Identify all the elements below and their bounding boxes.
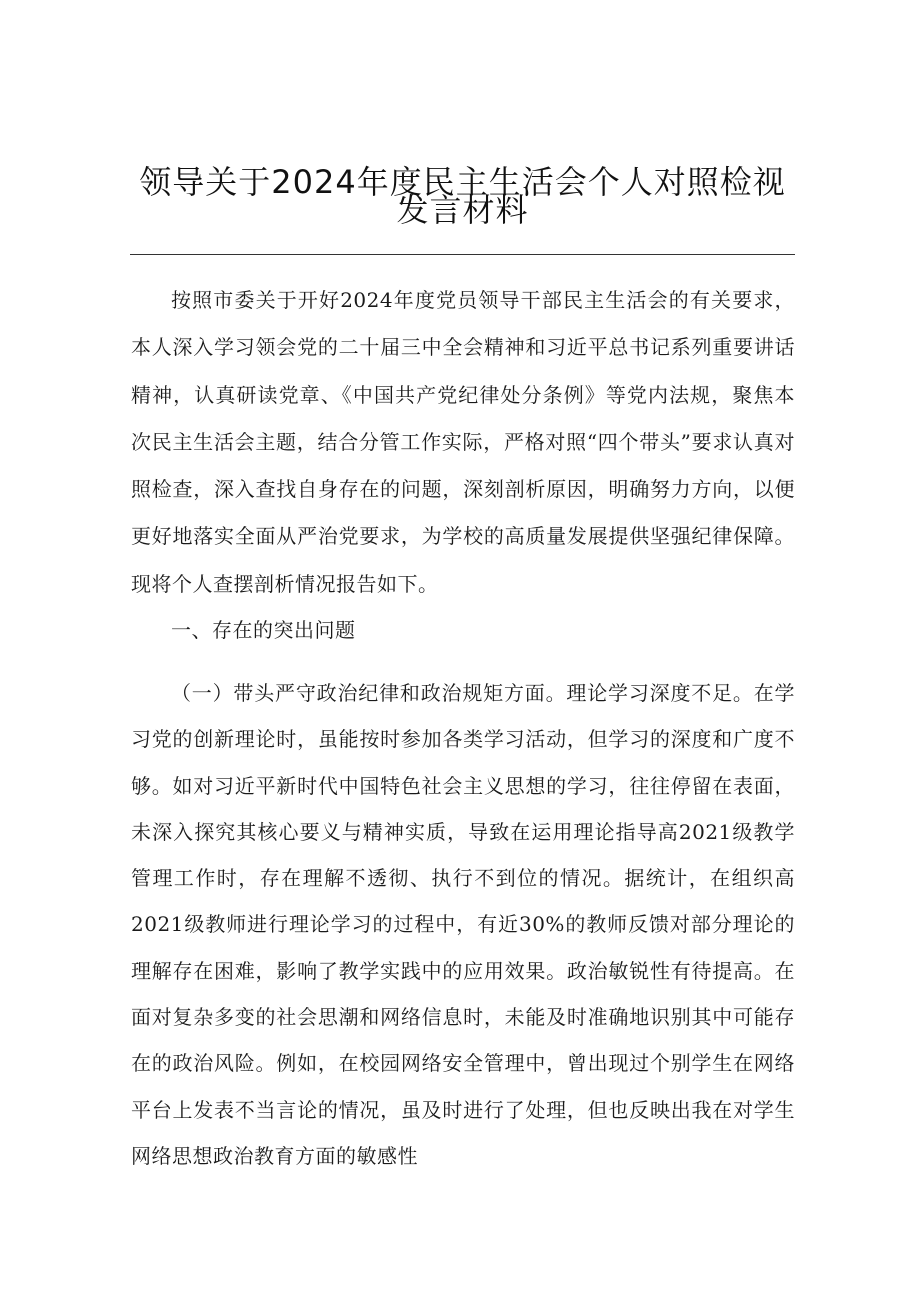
title-divider [130,254,795,255]
document-title-line-2: 发言材料 [396,191,529,229]
section-heading: 一、存在的突出问题 [171,618,356,642]
subsection-paragraph: （一）带头严守政治纪律和政治规矩方面。理论学习深度不足。在学习党的创新理论时，虽能按时参加各类学习活动，但学习的深度和广度不够。如对习近平新时代中国特色社会主义思想的学习，往往停留在表面，未深入探究其核心要义与精神实质，导致在运用理论指导高2021级教学管理工作时，存在理解不透彻、执行不到位的情况。据统计，在组织高2021级教师进行理论学习的过程中，有近30%的教师反馈对部分理论的理解存在困难，影响了教学实践中的应用效果。政治敏锐性有待提高。在面对复杂多变的社会思潮和网络信息时，未能及时准确地识别其中可能存在的政治风险。例如，在校园网络安全管理中，曾出现过个别学生在网络平台上发表不当言论的情况，虽及时进行了处理，但也反映出我在对学生网络思想政治教育方面的敏感性 [131,681,795,1168]
intro-paragraph: 按照市委关于开好2024年度党员领导干部民主生活会的有关要求，本人深入学习领会党的二十届三中全会精神和习近平总书记系列重要讲话精神，认真研读党章、《中国共产党纪律处分条例》等党内法规，聚焦本次民主生活会主题，结合分管工作实际，严格对照“四个带头”要求认真对照检查，深入查找自身存在的问题，深刻剖析原因，明确努力方向，以便更好地落实全面从严治党要求，为学校的高质量发展提供坚强纪律保障。现将个人查摆剖析情况报告如下。 [131,288,795,596]
document-title-line-1: 领导关于2024年度民主生活会个人对照检视 [139,163,786,201]
